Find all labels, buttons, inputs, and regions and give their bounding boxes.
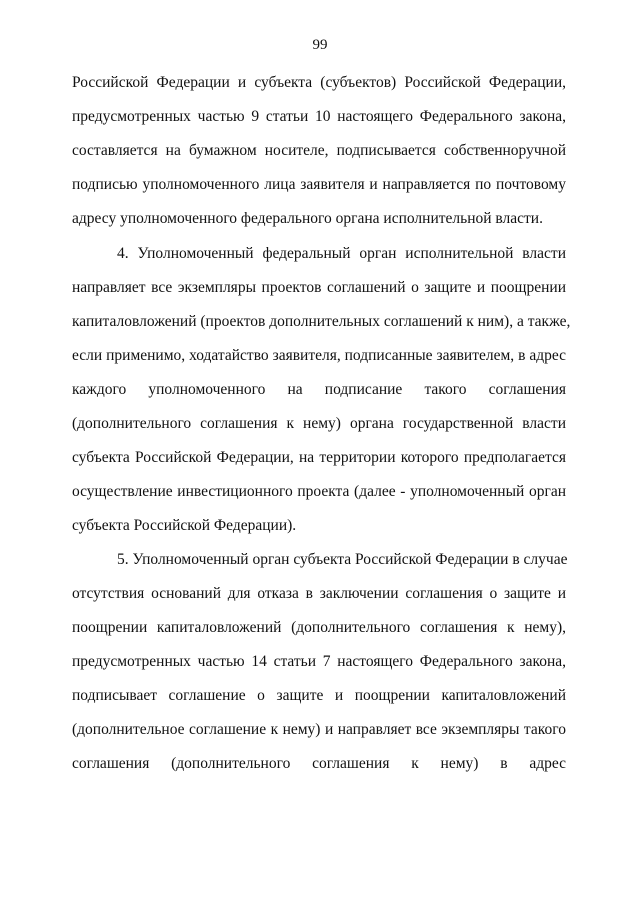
paragraph-start-line: 4. Уполномоченный федеральный орган исполнительной власти: [117, 245, 566, 262]
text-line: поощрении капиталовложений (дополнительного соглашения к нему),: [72, 619, 566, 636]
text-line: капиталовложений (проектов дополнительных соглашений к ним), а также,: [72, 313, 571, 330]
text-line: каждого уполномоченного на подписание такого соглашения: [72, 381, 566, 398]
text-line: направляет все экземпляры проектов соглашений о защите и поощрении: [72, 279, 566, 296]
text-line: составляется на бумажном носителе, подписывается собственноручной: [72, 142, 566, 159]
text-line: если применимо, ходатайство заявителя, подписанные заявителем, в адрес: [72, 347, 566, 364]
paragraph-start-line: 5. Уполномоченный орган субъекта Российской Федерации в случае: [117, 551, 568, 568]
text-line: осуществление инвестиционного проекта (далее - уполномоченный орган: [72, 483, 566, 500]
text-line: подписывает соглашение о защите и поощрении капиталовложений: [72, 687, 566, 704]
text-line: Российской Федерации и субъекта (субъектов) Российской Федерации,: [72, 74, 566, 91]
text-line: отсутствия оснований для отказа в заключении соглашения о защите и: [72, 585, 566, 602]
text-line: подписью уполномоченного лица заявителя и направляется по почтовому: [72, 176, 566, 193]
text-line: соглашения (дополнительного соглашения к нему) в адрес: [72, 755, 566, 772]
text-line: адресу уполномоченного федерального органа исполнительной власти.: [72, 210, 543, 227]
text-line: (дополнительного соглашения к нему) органа государственной власти: [72, 415, 566, 432]
text-line: субъекта Российской Федерации).: [72, 517, 297, 534]
text-line: субъекта Российской Федерации, на территории которого предполагается: [72, 449, 566, 466]
text-line: предусмотренных частью 14 статьи 7 настоящего Федерального закона,: [72, 653, 566, 670]
text-line: (дополнительное соглашение к нему) и направляет все экземпляры такого: [72, 721, 566, 738]
page-number: 99: [312, 37, 328, 53]
text-line: предусмотренных частью 9 статьи 10 настоящего Федерального закона,: [72, 108, 566, 125]
